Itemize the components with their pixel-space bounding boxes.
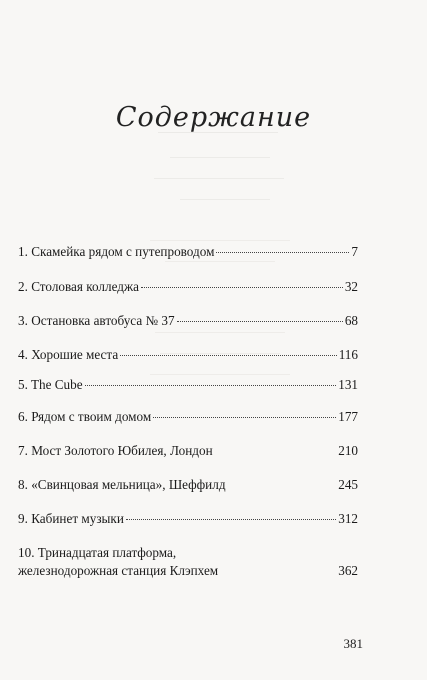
toc-entry-page: 245	[338, 477, 358, 492]
toc-entry-title: 4. Хорошие места	[18, 347, 119, 362]
leader-dots	[177, 321, 343, 322]
toc-entry[interactable]	[18, 511, 358, 529]
toc-entry[interactable]	[18, 477, 358, 495]
toc-entry-title: 8. «Свинцовая мельница», Шеффилд	[18, 477, 226, 492]
toc-entry-title: 2. Столовая колледжа	[18, 279, 139, 294]
toc-entry-page: 131	[338, 377, 358, 392]
toc-entry-page: 362	[338, 563, 358, 578]
toc-entry[interactable]	[18, 244, 358, 262]
toc-entry-title: 9. Кабинет музыки	[18, 511, 124, 526]
toc-entry-title: 6. Рядом с твоим домом	[18, 409, 152, 424]
toc-entry-title: 7. Мост Золотого Юбилея, Лондон	[18, 443, 213, 458]
toc-entry-page: 7	[351, 244, 358, 259]
toc-entry[interactable]	[18, 377, 358, 395]
toc-entry-page: 210	[338, 443, 358, 458]
leader-dots	[141, 287, 343, 288]
leader-dots	[85, 385, 337, 386]
page-number: 381	[343, 636, 363, 651]
toc-entry-title-line2: железнодорожная станция Клэпхем	[18, 563, 219, 578]
leader-dots	[153, 417, 336, 418]
leader-dots	[126, 519, 336, 520]
toc-entry-title: 3. Остановка автобуса № 37	[18, 313, 175, 328]
toc-entry[interactable]	[18, 409, 358, 427]
toc-entry-page: 68	[344, 313, 358, 328]
toc-entry[interactable]	[18, 279, 358, 297]
toc-entry-line2	[18, 563, 358, 581]
toc-entry-page: 177	[338, 409, 358, 424]
toc-entry-title: 1. Скамейка рядом с путепроводом	[18, 244, 215, 259]
toc-entry[interactable]	[18, 347, 358, 365]
leader-dots	[120, 355, 337, 356]
toc-entry[interactable]	[18, 545, 358, 581]
leader-dots	[216, 252, 349, 253]
toc-entry[interactable]	[18, 443, 358, 461]
toc-entry-page: 312	[338, 511, 358, 526]
toc-entry-title: 5. The Cube	[18, 377, 83, 392]
toc-entry-page: 116	[338, 347, 358, 362]
toc-entry-title-line1: 10. Тринадцатая платформа,	[18, 545, 177, 560]
toc-entry-page: 32	[344, 279, 358, 294]
contents-heading: Содержание	[115, 102, 312, 133]
toc-entry[interactable]	[18, 313, 358, 331]
